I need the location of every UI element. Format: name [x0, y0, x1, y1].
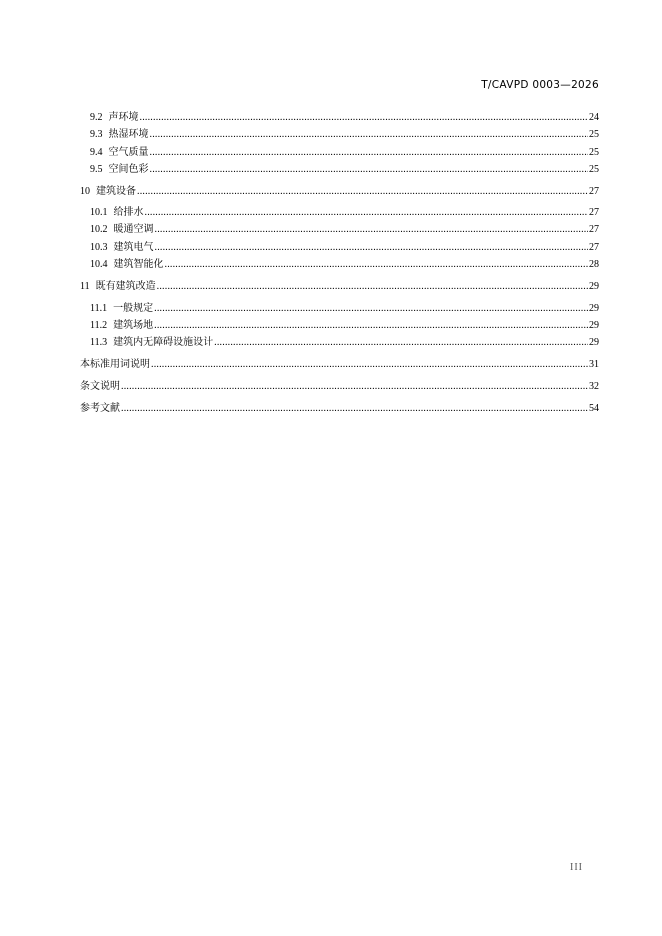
toc-entry-10-3[interactable]	[90, 241, 599, 255]
toc-entry-title: 条文说明	[80, 381, 120, 392]
toc-entry-10-4[interactable]	[90, 258, 599, 272]
toc-entry-page: 32	[589, 381, 599, 392]
toc-dot-leader	[145, 206, 589, 220]
toc-entry-9-4[interactable]	[90, 146, 599, 160]
toc-entry-number: 9.3	[90, 129, 103, 140]
toc-entry-title: 建筑内无障碍设施设计	[113, 337, 214, 348]
toc-dot-leader	[140, 111, 589, 125]
toc-entry-number: 10.3	[90, 242, 108, 253]
toc-entry-terms-explanation[interactable]	[80, 358, 599, 372]
toc-entry-title: 建筑电气	[113, 242, 154, 253]
toc-entry-page: 25	[589, 147, 599, 158]
toc-dot-leader	[154, 319, 588, 333]
toc-entry-number: 11.1	[90, 303, 108, 314]
toc-entry-page: 27	[589, 224, 599, 235]
toc-entry-title: 一般规定	[113, 303, 154, 314]
toc-entry-page: 24	[589, 112, 599, 123]
toc-entry-number: 10.2	[90, 224, 108, 235]
toc-entry-title: 本标准用词说明	[80, 359, 150, 370]
toc-entry-references[interactable]	[80, 402, 599, 416]
toc-entry-page: 29	[589, 320, 599, 331]
toc-entry-number: 11.3	[90, 337, 108, 348]
toc-dot-leader	[155, 241, 589, 255]
toc-dot-leader	[150, 146, 589, 160]
toc-entry-title: 空间色彩	[108, 164, 149, 175]
toc-entry-10-1[interactable]	[90, 206, 599, 220]
toc-entry-9-5[interactable]	[90, 163, 599, 177]
document-code: T/CAVPD 0003—2026	[481, 79, 599, 91]
toc-entry-number: 9.2	[90, 112, 103, 123]
toc-dot-leader	[151, 358, 588, 372]
toc-entry-number: 10.1	[90, 207, 108, 218]
toc-entry-number: 11.2	[90, 320, 108, 331]
toc-entry-number: 9.4	[90, 147, 103, 158]
toc-entry-11-1[interactable]	[90, 302, 599, 316]
toc-entry-page: 29	[589, 281, 599, 292]
toc-entry-11-3[interactable]	[90, 336, 599, 350]
toc-entry-title: 暖通空调	[113, 224, 154, 235]
toc-entry-number: 9.5	[90, 164, 103, 175]
toc-entry-title: 既有建筑改造	[95, 281, 156, 292]
toc-entry-page: 25	[589, 129, 599, 140]
toc-entry-page: 27	[589, 207, 599, 218]
toc-dot-leader	[155, 223, 589, 237]
toc-entry-11[interactable]	[80, 280, 599, 294]
toc-entry-page: 29	[589, 303, 599, 314]
toc-entry-title: 建筑智能化	[113, 259, 164, 270]
toc-entry-title: 建筑设备	[96, 186, 136, 197]
toc-entry-page: 28	[589, 259, 599, 270]
toc-dot-leader	[150, 128, 589, 142]
toc-dot-leader	[154, 302, 588, 316]
toc-entry-number: 11	[80, 281, 90, 292]
toc-dot-leader	[165, 258, 589, 272]
page-number: III	[570, 862, 583, 873]
toc-entry-title: 给排水	[113, 207, 144, 218]
toc-dot-leader	[150, 163, 589, 177]
toc-entry-title: 声环境	[108, 112, 139, 123]
toc-dot-leader	[157, 280, 588, 294]
toc-entry-page: 29	[589, 337, 599, 348]
toc-entry-page: 27	[589, 186, 599, 197]
toc-entry-page: 54	[589, 403, 599, 414]
toc-entry-9-3[interactable]	[90, 128, 599, 142]
toc-entry-title: 空气质量	[108, 147, 149, 158]
toc-dot-leader	[121, 380, 588, 394]
toc-entry-10-2[interactable]	[90, 223, 599, 237]
toc-entry-11-2[interactable]	[90, 319, 599, 333]
toc-entry-title: 参考文献	[80, 403, 120, 414]
toc-entry-title: 热湿环境	[108, 129, 149, 140]
toc-entry-title: 建筑场地	[113, 320, 154, 331]
toc-entry-10[interactable]	[80, 185, 599, 199]
toc-dot-leader	[137, 185, 588, 199]
toc-dot-leader	[214, 336, 588, 350]
toc-entry-number: 10	[80, 186, 90, 197]
toc-dot-leader	[121, 402, 588, 416]
toc-entry-page: 25	[589, 164, 599, 175]
toc-entry-9-2[interactable]	[90, 111, 599, 125]
toc-entry-clause-explanation[interactable]	[80, 380, 599, 394]
toc-entry-number: 10.4	[90, 259, 108, 270]
toc-entry-page: 27	[589, 242, 599, 253]
toc-entry-page: 31	[589, 359, 599, 370]
